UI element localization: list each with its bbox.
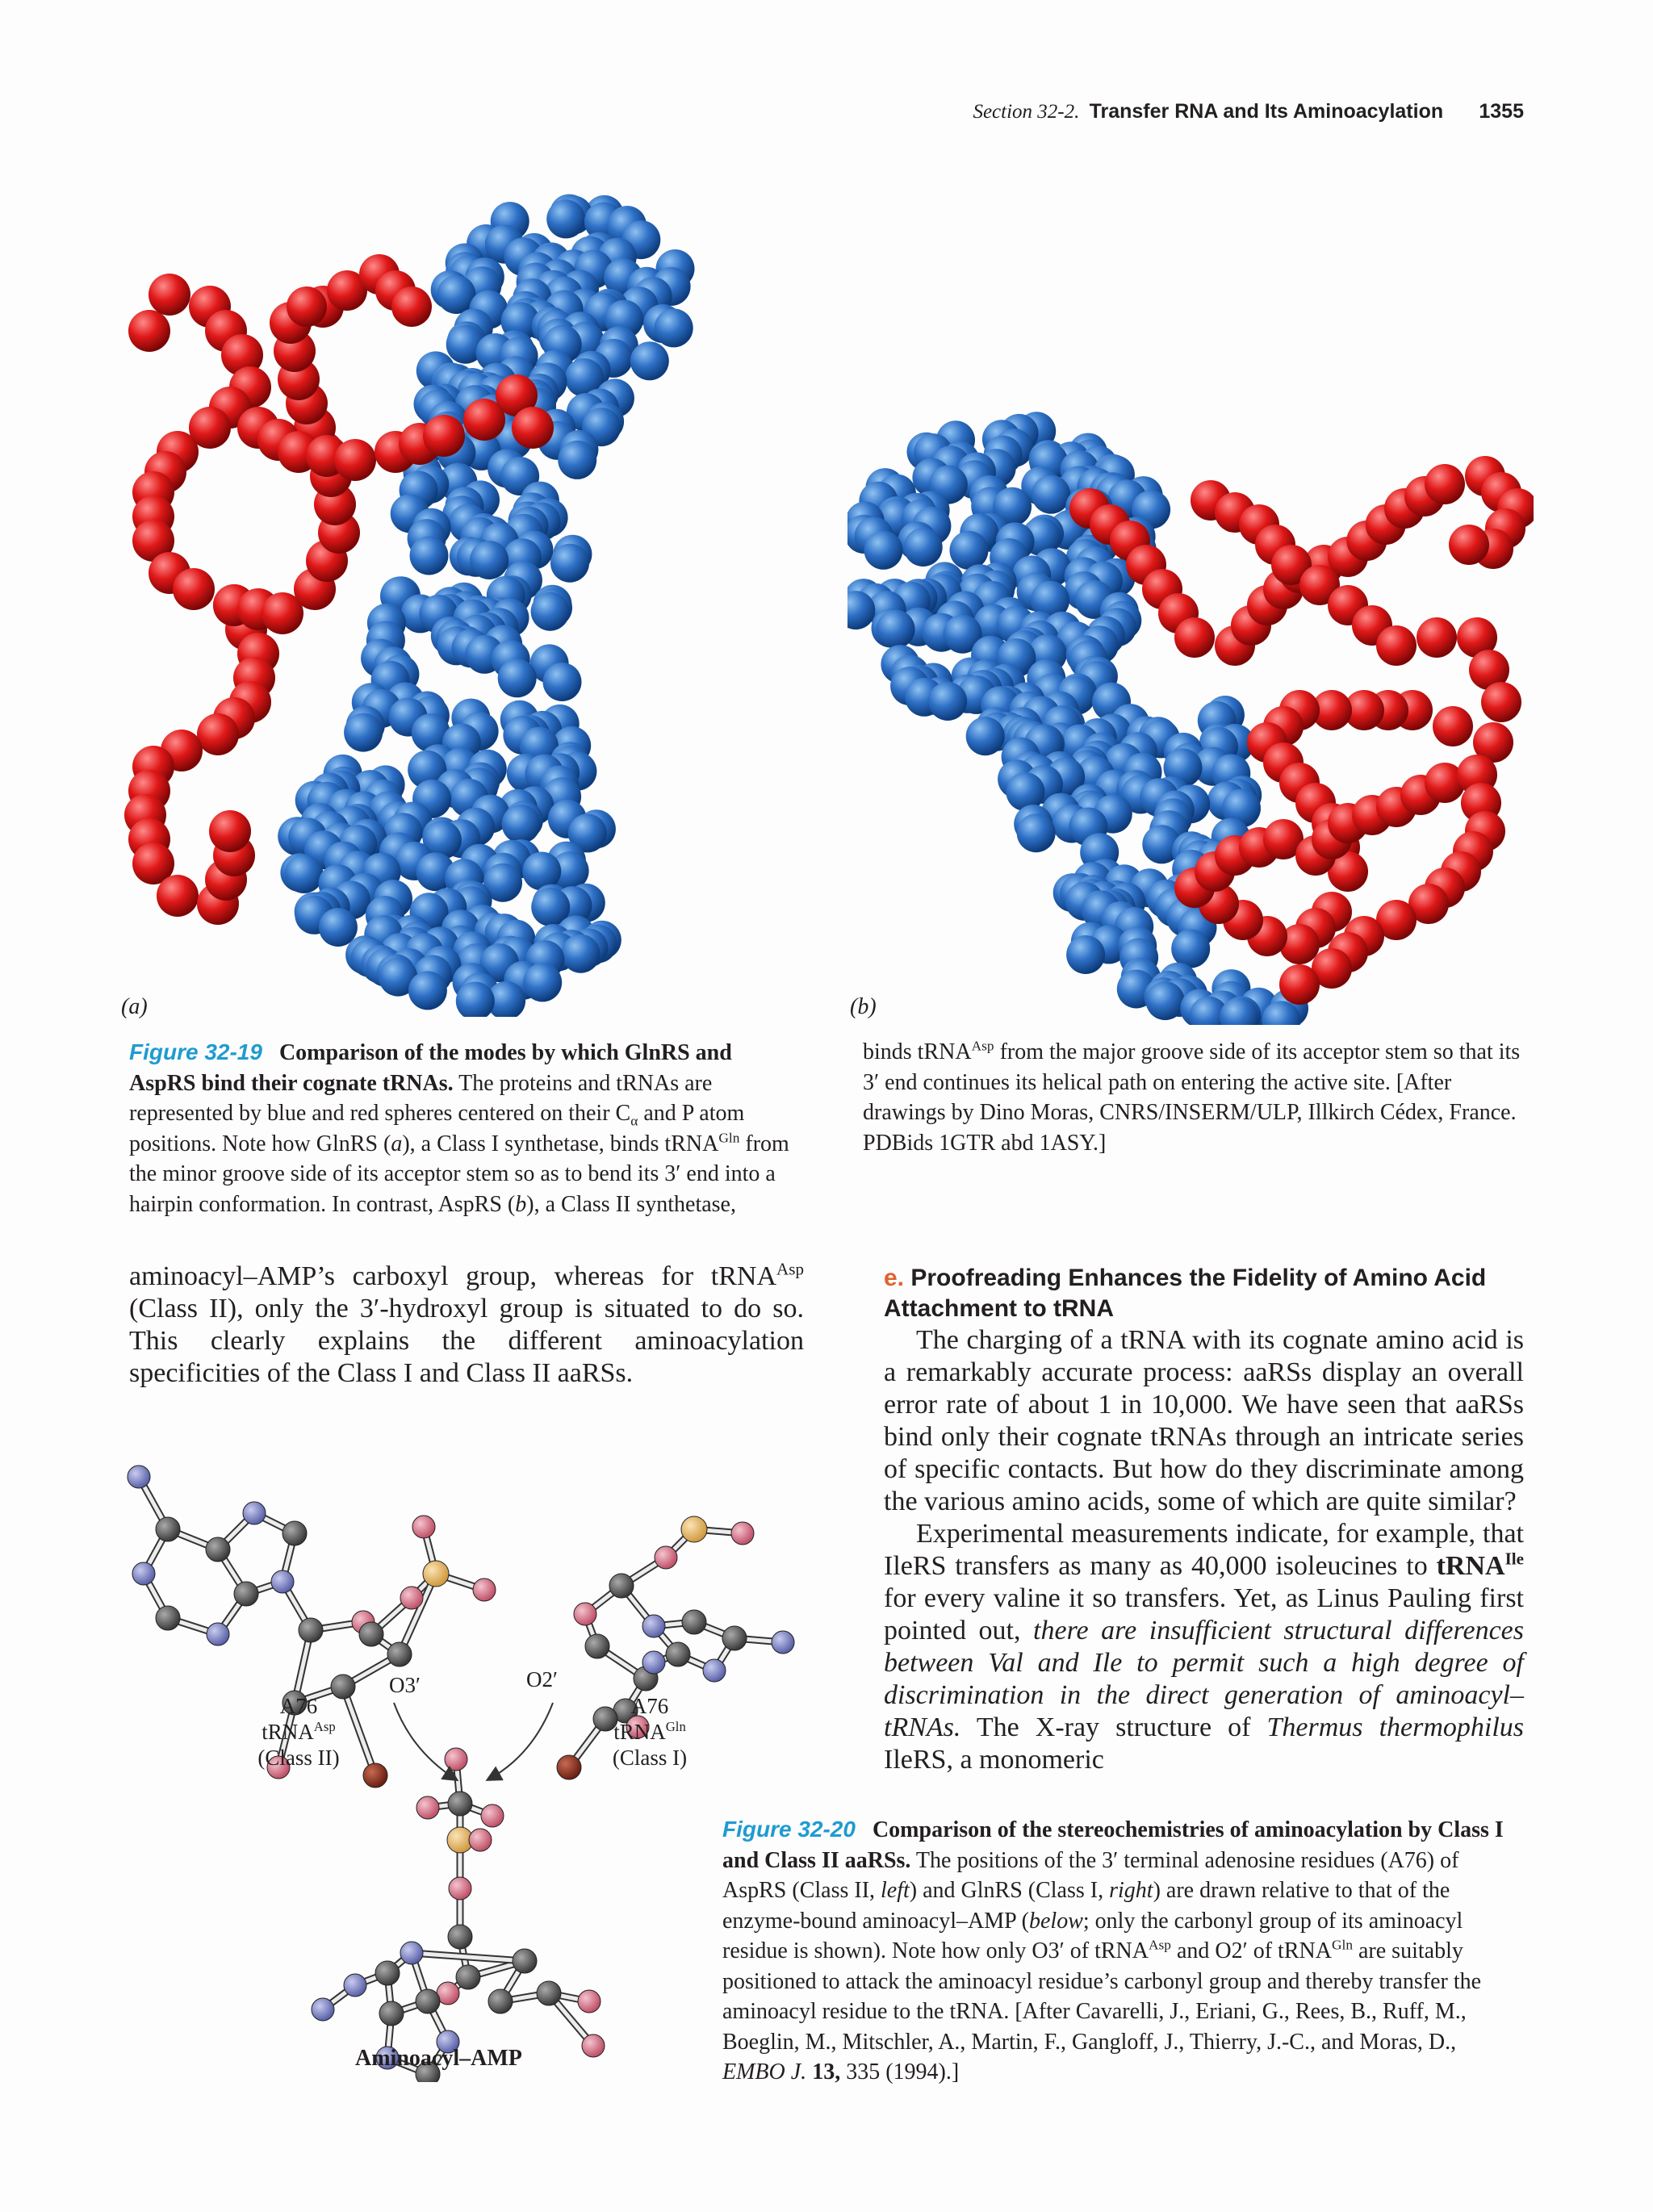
protein-sphere (1066, 935, 1105, 974)
rna-sphere (173, 568, 215, 610)
nitrogen-atom (772, 1631, 794, 1654)
protein-sphere (877, 610, 915, 649)
protein-sphere (928, 682, 967, 721)
oxygen-atom (449, 1877, 471, 1900)
caption-text: from the minor groove side of its acceptor stem so as to bend its 3′ end into a hairpin conformation. In contrast, AspRS ( (129, 1131, 789, 1217)
reactive-oxygen-atom (363, 1763, 387, 1788)
carbon-atom (456, 1965, 480, 1989)
protein-sphere (966, 717, 1005, 755)
carbon-atom (379, 2001, 404, 2026)
caption-text: ) are drawn relative to that of the enzyme-bound aminoacyl–AMP ( (722, 1878, 1450, 1934)
asp-superscript: Asp (313, 1719, 336, 1734)
caption-text: from the major groove side of its acceptor stem so that its 3′ end continues its helical path on entering the active site. [After drawings by Dino Moras, CNRS/INSERM/ULP, Illkirch Cédex, France. PDBids 1GTR abd 1ASY.] (863, 1039, 1521, 1156)
rna-sphere (149, 274, 190, 316)
rna-sphere (1481, 682, 1521, 722)
paragraph (129, 1261, 804, 1390)
nitrogen-atom (642, 1615, 665, 1637)
oxygen-atom (469, 1829, 492, 1851)
caption-text: and P atom positions. Note how GlnRS ( (129, 1101, 745, 1156)
a76-gln-label (593, 1693, 706, 1771)
oxygen-atom (473, 1579, 496, 1601)
protein-sphere (498, 659, 537, 697)
aminoacyl-amp-label: Aminoacyl–AMP (355, 2046, 522, 2071)
caption-text: ), a Class II synthetase, binds tRNA (526, 1039, 972, 1217)
nitrogen-atom (207, 1623, 229, 1645)
reactive-oxygen-atom (557, 1755, 581, 1779)
carbon-atom (416, 1989, 440, 2013)
nitrogen-atom (128, 1466, 150, 1488)
protein-sphere (543, 663, 582, 701)
body-text-left (129, 1261, 804, 1390)
carbon-atom (722, 1626, 747, 1650)
label-line: (Class II) (257, 1746, 340, 1770)
figure-20-title: Comparison of the stereochemistries of aminoacylation by Class I and Class II aaRSs. (722, 1817, 1504, 1873)
body-span: (Class II), only the 3′-hydroxyl group is situated to do so. This clearly explains the different aminoacylation specificities of the Class I and Class II aaRSs. (129, 1294, 804, 1388)
protein-sphere (523, 963, 562, 1001)
protein-sphere (285, 855, 324, 893)
protein-sphere (408, 971, 447, 1010)
nitrogen-atom (312, 1998, 334, 2021)
section-e-body (884, 1324, 1524, 1776)
figure-20-diagram (121, 1436, 815, 2082)
caption-italic: below (1028, 1908, 1083, 1934)
panel-b-label: (b) (850, 994, 877, 1019)
protein-sphere (1171, 930, 1210, 968)
section-heading-text: Proofreading Enhances the Fidelity of Amino Acid Attachment to tRNA (884, 1265, 1487, 1322)
carbon-atom (234, 1582, 258, 1606)
nitrogen-atom (344, 1974, 366, 1997)
protein-sphere (344, 713, 383, 752)
rna-sphere (1425, 464, 1465, 504)
section-title: Transfer RNA and Its Aminoacylation (1089, 100, 1444, 123)
ile-superscript: Ile (1504, 1549, 1524, 1569)
nitrogen-atom (400, 1942, 423, 1964)
carbon-atom (206, 1537, 230, 1562)
rna-sphere (423, 415, 465, 457)
label-line: (Class I) (612, 1746, 688, 1770)
body-span: for every valine it so transfers. Yet, as Linus Pauling first pointed out, (884, 1583, 1524, 1645)
oxygen-atom (582, 2034, 605, 2057)
species-name: Thermus thermophilus (1266, 1712, 1525, 1742)
caption-italic: a (391, 1131, 403, 1156)
phosphorus-atom (681, 1516, 707, 1542)
carbon-atom (585, 1634, 609, 1658)
carbon-atom (448, 1925, 472, 1949)
oxygen-atom (578, 1990, 601, 2013)
figure-20-number: Figure 32-20 (722, 1817, 856, 1842)
gln-superscript: Gln (665, 1719, 686, 1734)
protein-sphere (502, 805, 541, 843)
rna-sphere (157, 875, 199, 917)
nitrogen-atom (243, 1502, 266, 1524)
oxygen-atom (655, 1546, 677, 1569)
caption-italic: left (881, 1878, 910, 1903)
label-line: A76 (630, 1694, 669, 1718)
protein-sphere (655, 308, 693, 347)
rna-sphere (1376, 625, 1417, 666)
phosphorus-atom (423, 1561, 449, 1587)
protein-sphere (950, 531, 989, 570)
protein-sphere (1146, 981, 1185, 1020)
o3-label: O3′ (389, 1673, 421, 1697)
protein-sphere (1032, 475, 1070, 514)
protein-sphere (1006, 772, 1044, 811)
rna-sphere (512, 407, 554, 449)
figure-19-number: Figure 32-19 (129, 1039, 262, 1064)
running-header (973, 100, 1524, 123)
rna-sphere (287, 286, 327, 327)
protein-sphere (904, 528, 943, 567)
rna-sphere (1433, 706, 1473, 746)
caption-text: are suitably positioned to attack the aminoacyl residue’s carbonyl group and thereby transfer the aminoacyl residue to the tRNA. [After Cavarelli, J., Eriani, G., Rees, B., Ruff, M., Boeglin, M., Mitschler, A., Martin, F., Gangloff, J., Thierry, J.-C., and Moras, D., (722, 1938, 1482, 2055)
carbon-atom (682, 1610, 706, 1634)
protein-sphere (558, 441, 596, 479)
nitrogen-atom (703, 1659, 726, 1682)
rna-sphere (1449, 525, 1489, 565)
page-number: 1355 (1479, 100, 1524, 123)
oxygen-atom (416, 1796, 439, 1819)
attack-arrow-left (394, 1703, 456, 1779)
section-letter: e. (884, 1265, 905, 1291)
journal-name: EMBO J. (722, 2059, 807, 2084)
caption-text: The proteins and tRNAs are represented by blue and red spheres centered on their C (129, 1070, 713, 1126)
trna-bold: tRNA (1436, 1551, 1505, 1581)
nitrogen-atom (132, 1562, 155, 1585)
oxygen-atom (445, 1748, 467, 1771)
caption-text: ; only the carbonyl group of its aminoacyl residue is shown). Note how only O3′ of tRNA (722, 1908, 1463, 1963)
protein-sphere (550, 544, 589, 583)
body-italic: there are insufficient structural differences between Val and Ile to permit such a high degree of discrimination in the direct generation of aminoacyl–tRNAs. (884, 1616, 1524, 1742)
protein-sphere (410, 537, 449, 575)
figure-19b-image (847, 404, 1534, 1025)
paragraph (884, 1518, 1524, 1776)
caption-text: ) and GlnRS (Class I, (909, 1878, 1104, 1903)
protein-sphere (562, 935, 601, 973)
carbon-atom (156, 1517, 180, 1541)
figure-19a-image (121, 186, 751, 1017)
carbon-atom (666, 1642, 690, 1666)
nitrogen-atom (271, 1570, 294, 1593)
protein-sphere (470, 541, 508, 579)
carbon-atom (609, 1574, 634, 1598)
panel-a-label: (a) (121, 994, 148, 1019)
rna-sphere (391, 286, 432, 327)
protein-sphere (864, 531, 903, 570)
protein-sphere (630, 341, 669, 380)
rna-sphere (1417, 617, 1457, 658)
caption-text: 335 (1994).] (846, 2059, 960, 2084)
o2-label: O2′ (526, 1667, 558, 1691)
body-span: aminoacyl–AMP’s carboxyl group, whereas for tRNA (129, 1261, 777, 1291)
asp-superscript: Asp (1148, 1937, 1171, 1953)
caption-text: The positions of the 3′ terminal adenosine residues (A76) of AspRS (Class II, (722, 1847, 1459, 1903)
protein-sphere (531, 592, 570, 631)
carbon-atom (537, 1981, 561, 2005)
gln-superscript: Gln (718, 1130, 740, 1146)
carbon-atom (387, 1642, 412, 1666)
section-heading (884, 1263, 1524, 1324)
label-line: A76 (279, 1694, 318, 1718)
figure-20-caption (722, 1814, 1524, 2088)
nitrogen-atom (642, 1651, 665, 1674)
rna-sphere (209, 810, 251, 852)
carbon-atom (282, 1521, 307, 1545)
carbon-atom (488, 1989, 513, 2013)
figure-19-title: Comparison of the modes by which GlnRS and AspRS bind their cognate tRNAs. (129, 1040, 732, 1096)
journal-volume: 13, (812, 2059, 841, 2084)
rna-sphere (1174, 617, 1215, 658)
carbon-atom (375, 1961, 400, 1985)
rna-sphere (1279, 964, 1320, 1005)
oxygen-atom (400, 1587, 423, 1609)
protein-sphere (1017, 813, 1056, 852)
oxygen-atom (412, 1516, 435, 1538)
label-line: tRNA (262, 1720, 314, 1744)
gln-superscript: Gln (1331, 1937, 1353, 1953)
carbon-atom (513, 1949, 537, 1973)
rna-sphere (334, 439, 376, 481)
carbon-atom (156, 1606, 180, 1630)
rna-sphere (128, 310, 170, 352)
attack-arrow-right (488, 1703, 553, 1779)
caption-italic: b (515, 1191, 527, 1217)
body-span: The X-ray structure of (976, 1712, 1251, 1742)
section-e (884, 1263, 1524, 1776)
paragraph: The charging of a tRNA with its cognate amino acid is a remarkably accurate process: aaRSs display an overall error rate of about 1 in 10,000. We have seen that aaRSs bind only their cognate tRNAs through an intricate series of specific contacts. But how do they discriminate among the various amino acids, some of which are quite similar? (884, 1325, 1524, 1516)
carbon-atom (448, 1792, 472, 1816)
carbon-atom (359, 1622, 383, 1646)
section-label: Section 32-2. (973, 101, 1080, 123)
oxygen-atom (731, 1522, 754, 1545)
oxygen-atom (481, 1804, 504, 1827)
carbon-atom (299, 1618, 323, 1642)
label-line: tRNA (613, 1720, 666, 1744)
protein-sphere (546, 199, 585, 238)
oxygen-atom (574, 1603, 596, 1625)
body-span: IleRS, a monomeric (884, 1745, 1104, 1775)
alpha-subscript: α (630, 1113, 638, 1129)
caption-text: and O2′ of tRNA (1176, 1938, 1332, 1963)
a76-asp-label (242, 1693, 355, 1771)
rna-sphere (197, 713, 239, 755)
caption-text: ), a Class I synthetase, binds tRNA (402, 1131, 719, 1156)
figure-19-caption (129, 1037, 1524, 1223)
asp-superscript: Asp (971, 1038, 994, 1054)
body-span: Experimental measurements indicate, for example, that IleRS transfers as many as 40,000 isoleucines to (884, 1519, 1524, 1581)
caption-italic: right (1109, 1878, 1153, 1903)
asp-superscript: Asp (776, 1259, 804, 1279)
